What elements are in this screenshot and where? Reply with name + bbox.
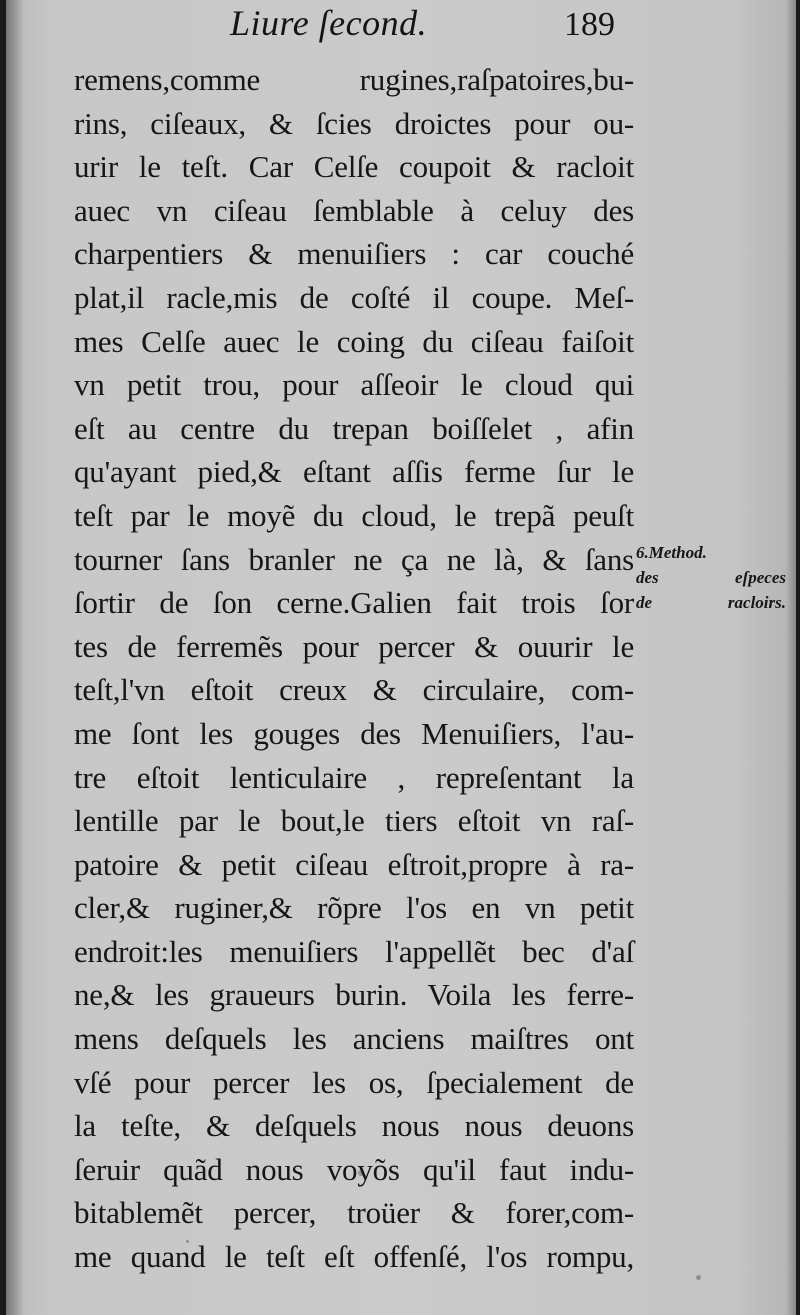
text-line: ſeruir quãd nous voyõs qu'il faut indu- — [74, 1151, 634, 1187]
text-line: rins, ciſeaux, & ſcies droictes pour ou- — [74, 105, 634, 141]
marginal-note — [636, 540, 786, 615]
book-page — [6, 0, 796, 1315]
text-line: cler,& ruginer,& rõpre l'os en vn petit — [74, 890, 634, 926]
text-line: la teſte, & deſquels nous nous deuons — [74, 1108, 634, 1144]
text-line: auec vn ciſeau ſemblable à celuy des — [74, 192, 634, 228]
page-edge-shadow — [786, 0, 796, 1315]
text-line: vſé pour percer les os, ſpecialement de — [74, 1064, 634, 1100]
marginal-note-line: des eſpeces — [636, 568, 786, 587]
text-line: charpentiers & menuiſiers : car couché — [74, 236, 634, 272]
text-line: tre eſtoit lenticulaire , repreſentant la — [74, 759, 634, 795]
text-line: endroit:les menuiſiers l'appellẽt bec d'aſ — [74, 933, 634, 969]
text-line: ne,& les graueurs burin. Voila les ferre- — [74, 977, 634, 1013]
text-line: mes Celſe auec le coing du ciſeau faiſoit — [74, 323, 634, 359]
marginal-note-line: de racloirs. — [636, 593, 786, 612]
text-line: teſt par le moyẽ du cloud, le trepã peuſt — [74, 497, 634, 533]
text-line: vn petit trou, pour aſſeoir le cloud qui — [74, 367, 634, 403]
text-line: tes de ferremẽs pour percer & ouurir le — [74, 628, 634, 664]
marginal-note-line: 6.Method. — [636, 543, 707, 562]
text-line: mens deſquels les anciens maiſtres ont — [74, 1021, 634, 1057]
page-gutter-shadow — [6, 0, 24, 1315]
text-line: ſortir de ſon cerne.Galien fait trois ſor — [74, 585, 634, 621]
text-line: eſt au centre du trepan boiſſelet , afin — [74, 410, 634, 446]
text-line: plat,il racle,mis de coſté il coupe. Meſ- — [74, 279, 634, 315]
body-text — [74, 58, 634, 1279]
text-line: qu'ayant pied,& eſtant aſſis ferme ſur le — [74, 454, 634, 490]
text-line: tourner ſans branler ne ça ne là, & ſans — [74, 541, 634, 577]
page-header — [6, 2, 796, 46]
text-line: bitablemẽt percer, troüer & forer,com- — [74, 1195, 634, 1231]
page-number: 189 — [564, 6, 615, 43]
text-line: remens,comme rugines,raſpatoires,bu- — [74, 62, 634, 97]
paper-speck — [696, 1275, 701, 1280]
text-line: me quand le teſt eſt offenſé, l'os rompu, — [74, 1239, 634, 1275]
text-line: lentille par le bout,le tiers eſtoit vn raſ- — [74, 803, 634, 839]
text-line: teſt,l'vn eſtoit creux & circulaire, com- — [74, 672, 634, 708]
text-line: patoire & petit ciſeau eſtroit,propre à ra- — [74, 846, 634, 882]
text-line: me ſont les gouges des Menuiſiers, l'au- — [74, 715, 634, 751]
running-title: Liure ſecond. — [230, 3, 428, 43]
text-line: urir le teſt. Car Celſe coupoit & racloit — [74, 149, 634, 185]
